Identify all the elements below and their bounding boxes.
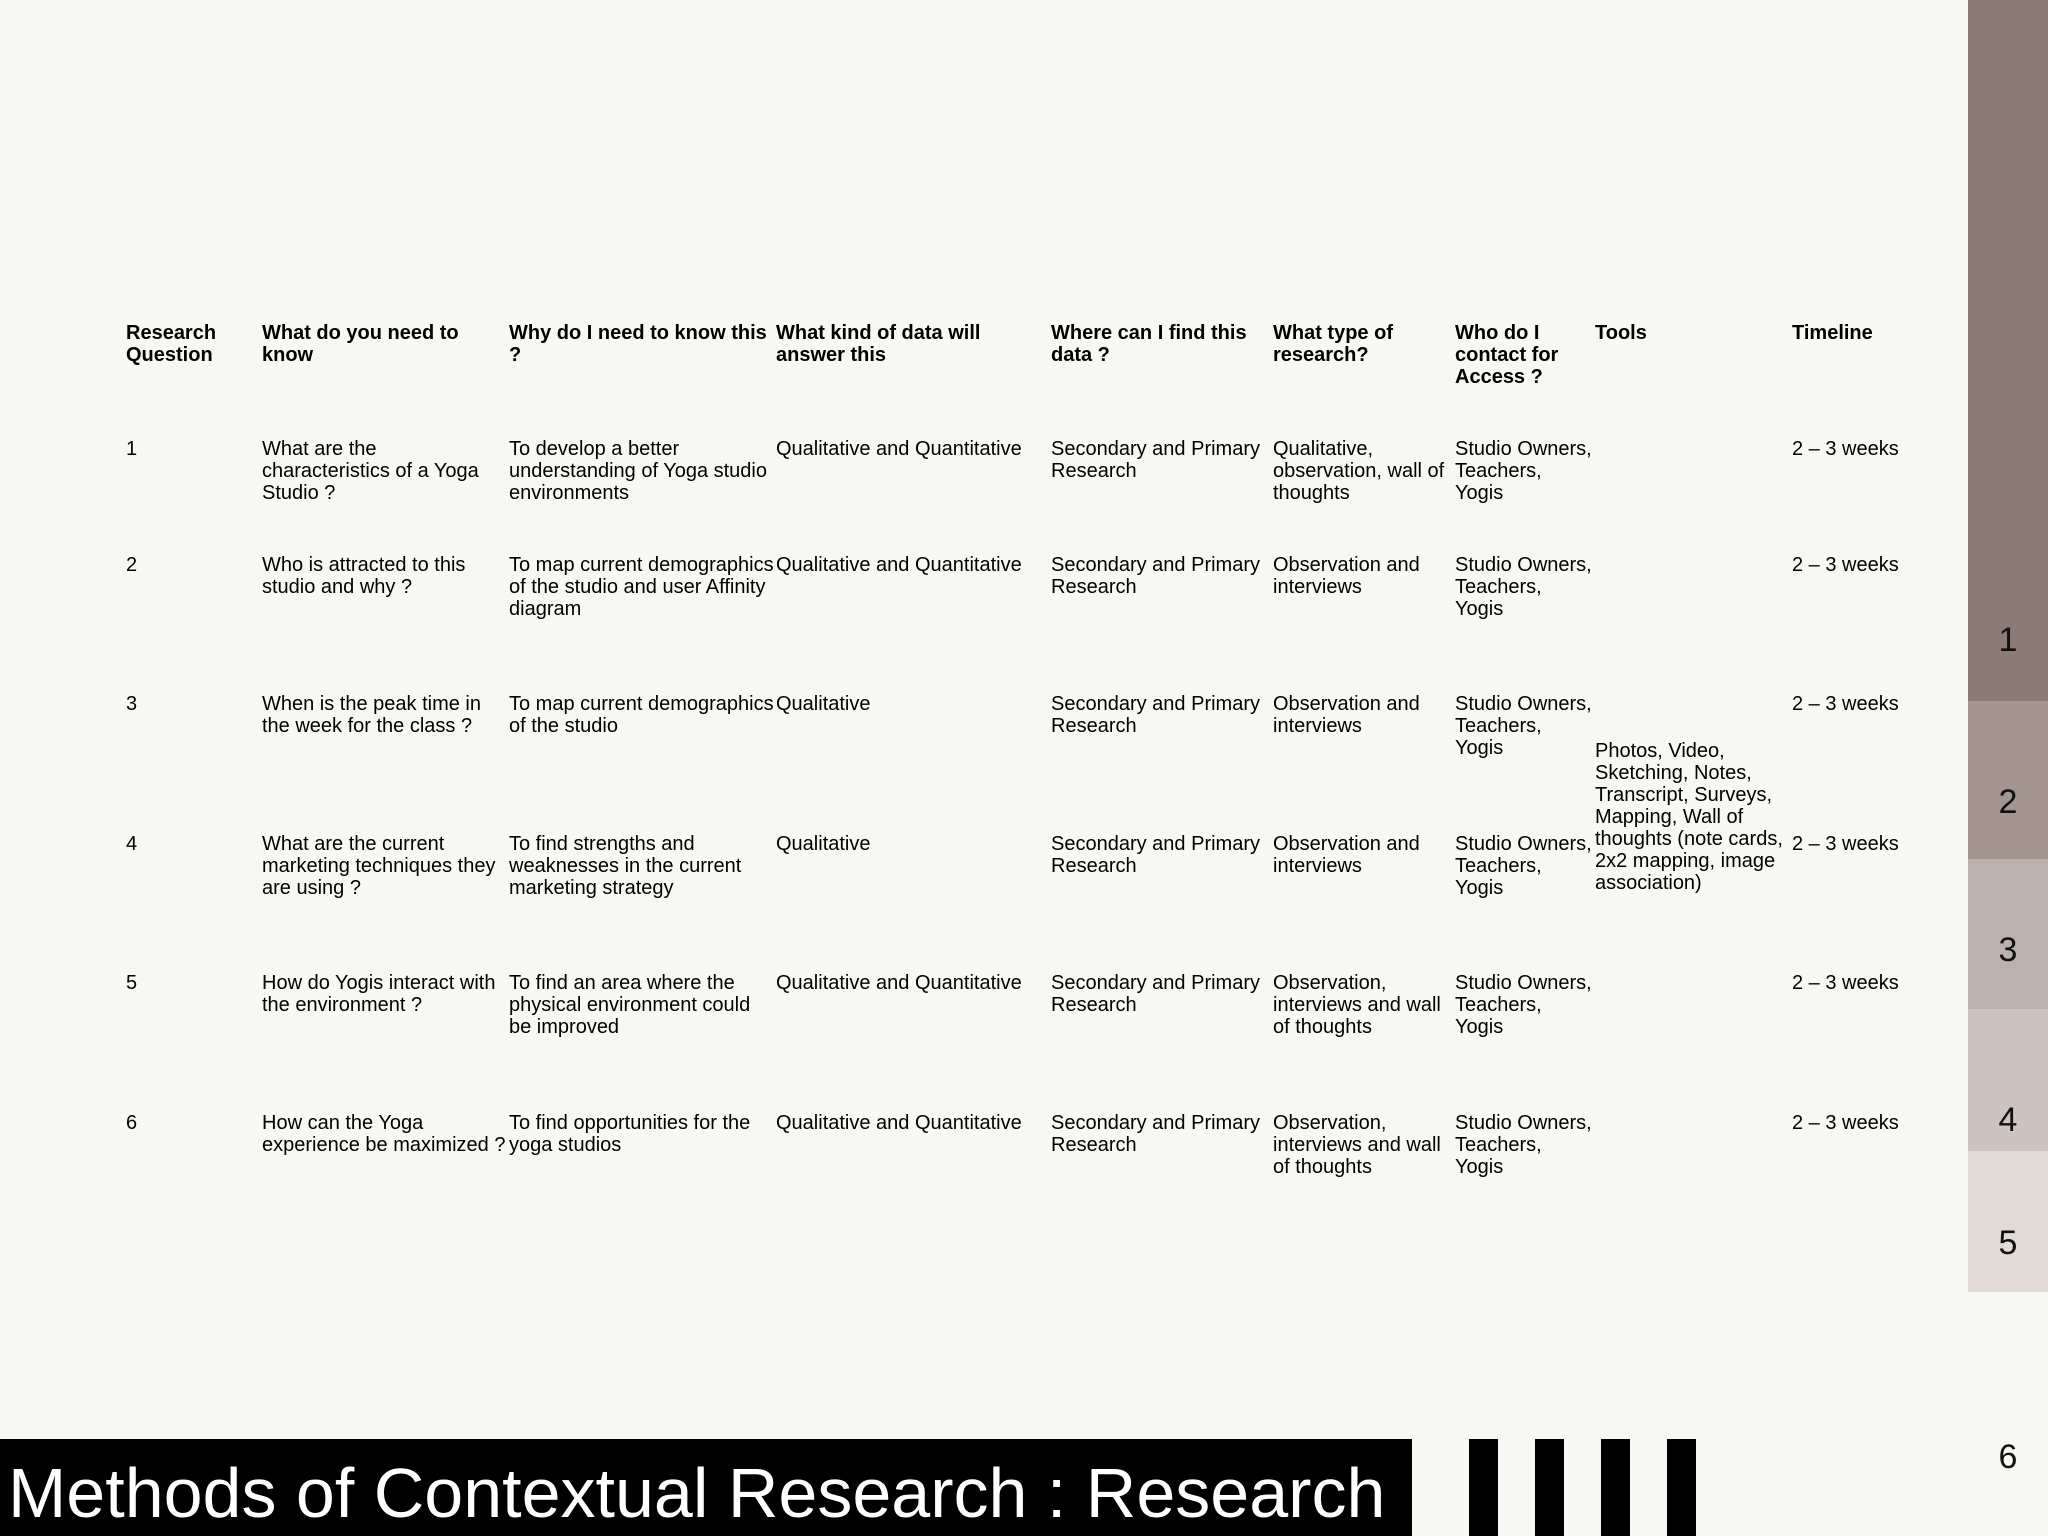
- cell-question-number: 6: [126, 1112, 138, 1134]
- cell-data-kind: Qualitative: [776, 833, 871, 855]
- cell-contact: Studio Owners, Teachers, Yogis: [1455, 972, 1592, 1038]
- cell-data-kind: Qualitative and Quantitative: [776, 972, 1022, 994]
- cell-data-source: Secondary and Primary Research: [1051, 833, 1260, 877]
- side-tab-label: 5: [1998, 1224, 2018, 1262]
- header-timeline: Timeline: [1792, 322, 1873, 344]
- side-tab-label: 4: [1998, 1101, 2018, 1139]
- cell-question-number: 1: [126, 438, 138, 460]
- header-who-do-i-contact: Who do I contact for Access ?: [1455, 322, 1559, 388]
- cell-contact: Studio Owners, Teachers, Yogis: [1455, 833, 1592, 899]
- header-what-kind-of-data: What kind of data will answer this: [776, 322, 981, 366]
- cell-timeline: 2 – 3 weeks: [1792, 1112, 1899, 1134]
- cell-why: To find an area where the physical environment could be improved: [509, 972, 751, 1038]
- cell-research-type: Qualitative, observation, wall of thoughts: [1273, 438, 1445, 504]
- cell-need-to-know: Who is attracted to this studio and why ?: [262, 554, 466, 598]
- cell-question-number: 2: [126, 554, 138, 576]
- research-methods-table: [126, 322, 1902, 1212]
- side-tab-label: 1: [1998, 621, 2018, 659]
- side-tab-1[interactable]: [1968, 0, 2048, 701]
- header-research-question: Research Question: [126, 322, 217, 366]
- side-tab-3[interactable]: [1968, 859, 2048, 1009]
- cell-why: To find opportunities for the yoga studios: [509, 1112, 751, 1156]
- decorative-stripe: [1601, 1439, 1630, 1536]
- side-tab-label: 6: [1998, 1438, 2018, 1476]
- page-title: Methods of Contextual Research : Research: [8, 1454, 1386, 1532]
- cell-data-kind: Qualitative and Quantitative: [776, 1112, 1022, 1134]
- cell-timeline: 2 – 3 weeks: [1792, 693, 1899, 715]
- side-tab-5[interactable]: [1968, 1151, 2048, 1292]
- header-where-can-i-find: Where can I find this data ?: [1051, 322, 1247, 366]
- cell-why: To map current demographics of the studio: [509, 693, 774, 737]
- side-tab-4[interactable]: [1968, 1009, 2048, 1151]
- cell-question-number: 4: [126, 833, 138, 855]
- cell-research-type: Observation, interviews and wall of thoughts: [1273, 1112, 1441, 1178]
- cell-data-source: Secondary and Primary Research: [1051, 693, 1260, 737]
- cell-need-to-know: When is the peak time in the week for the class ?: [262, 693, 481, 737]
- header-why-do-i-need-to-know: Why do I need to know this ?: [509, 322, 767, 366]
- cell-timeline: 2 – 3 weeks: [1792, 554, 1899, 576]
- cell-contact: Studio Owners, Teachers, Yogis: [1455, 1112, 1592, 1178]
- table-row: [126, 438, 1902, 554]
- side-tab-label: 3: [1998, 931, 2018, 969]
- cell-data-source: Secondary and Primary Research: [1051, 972, 1260, 1016]
- cell-contact: Studio Owners, Teachers, Yogis: [1455, 438, 1592, 504]
- cell-timeline: 2 – 3 weeks: [1792, 438, 1899, 460]
- decorative-stripe: [1535, 1439, 1564, 1536]
- cell-why: To map current demographics of the studio and user Affinity diagram: [509, 554, 774, 620]
- cell-contact: Studio Owners, Teachers, Yogis: [1455, 554, 1592, 620]
- decorative-stripe: [1667, 1439, 1696, 1536]
- header-what-do-you-need-to-know: What do you need to know: [262, 322, 459, 366]
- header-tools: Tools: [1595, 322, 1647, 344]
- side-tab-strip: [1968, 0, 2048, 1536]
- cell-data-source: Secondary and Primary Research: [1051, 438, 1260, 482]
- decorative-stripe: [1469, 1439, 1498, 1536]
- cell-tools: Photos, Video, Sketching, Notes, Transcript, Surveys, Mapping, Wall of thoughts (note cards, 2x2 mapping, image association): [1595, 740, 1783, 894]
- cell-timeline: 2 – 3 weeks: [1792, 972, 1899, 994]
- cell-data-source: Secondary and Primary Research: [1051, 554, 1260, 598]
- footer-title-bar: [0, 1439, 1412, 1536]
- cell-data-source: Secondary and Primary Research: [1051, 1112, 1260, 1156]
- cell-why: To find strengths and weaknesses in the current marketing strategy: [509, 833, 742, 899]
- cell-question-number: 5: [126, 972, 138, 994]
- cell-need-to-know: What are the current marketing techniques they are using ?: [262, 833, 496, 899]
- cell-data-kind: Qualitative and Quantitative: [776, 554, 1022, 576]
- cell-data-kind: Qualitative: [776, 693, 871, 715]
- cell-data-kind: Qualitative and Quantitative: [776, 438, 1022, 460]
- cell-need-to-know: How can the Yoga experience be maximized ?: [262, 1112, 506, 1156]
- table-header-row: [126, 322, 1902, 438]
- cell-need-to-know: What are the characteristics of a Yoga Studio ?: [262, 438, 479, 504]
- cell-research-type: Observation, interviews and wall of thoughts: [1273, 972, 1441, 1038]
- cell-research-type: Observation and interviews: [1273, 693, 1420, 737]
- side-tab-2[interactable]: [1968, 701, 2048, 859]
- header-what-type-of-research: What type of research?: [1273, 322, 1393, 366]
- cell-need-to-know: How do Yogis interact with the environment ?: [262, 972, 496, 1016]
- cell-contact: Studio Owners, Teachers, Yogis: [1455, 693, 1592, 759]
- cell-research-type: Observation and interviews: [1273, 554, 1420, 598]
- side-tab-6[interactable]: [1968, 1292, 2048, 1536]
- cell-question-number: 3: [126, 693, 138, 715]
- side-tab-label: 2: [1998, 783, 2018, 821]
- cell-research-type: Observation and interviews: [1273, 833, 1420, 877]
- cell-timeline: 2 – 3 weeks: [1792, 833, 1899, 855]
- cell-why: To develop a better understanding of Yoga studio environments: [509, 438, 767, 504]
